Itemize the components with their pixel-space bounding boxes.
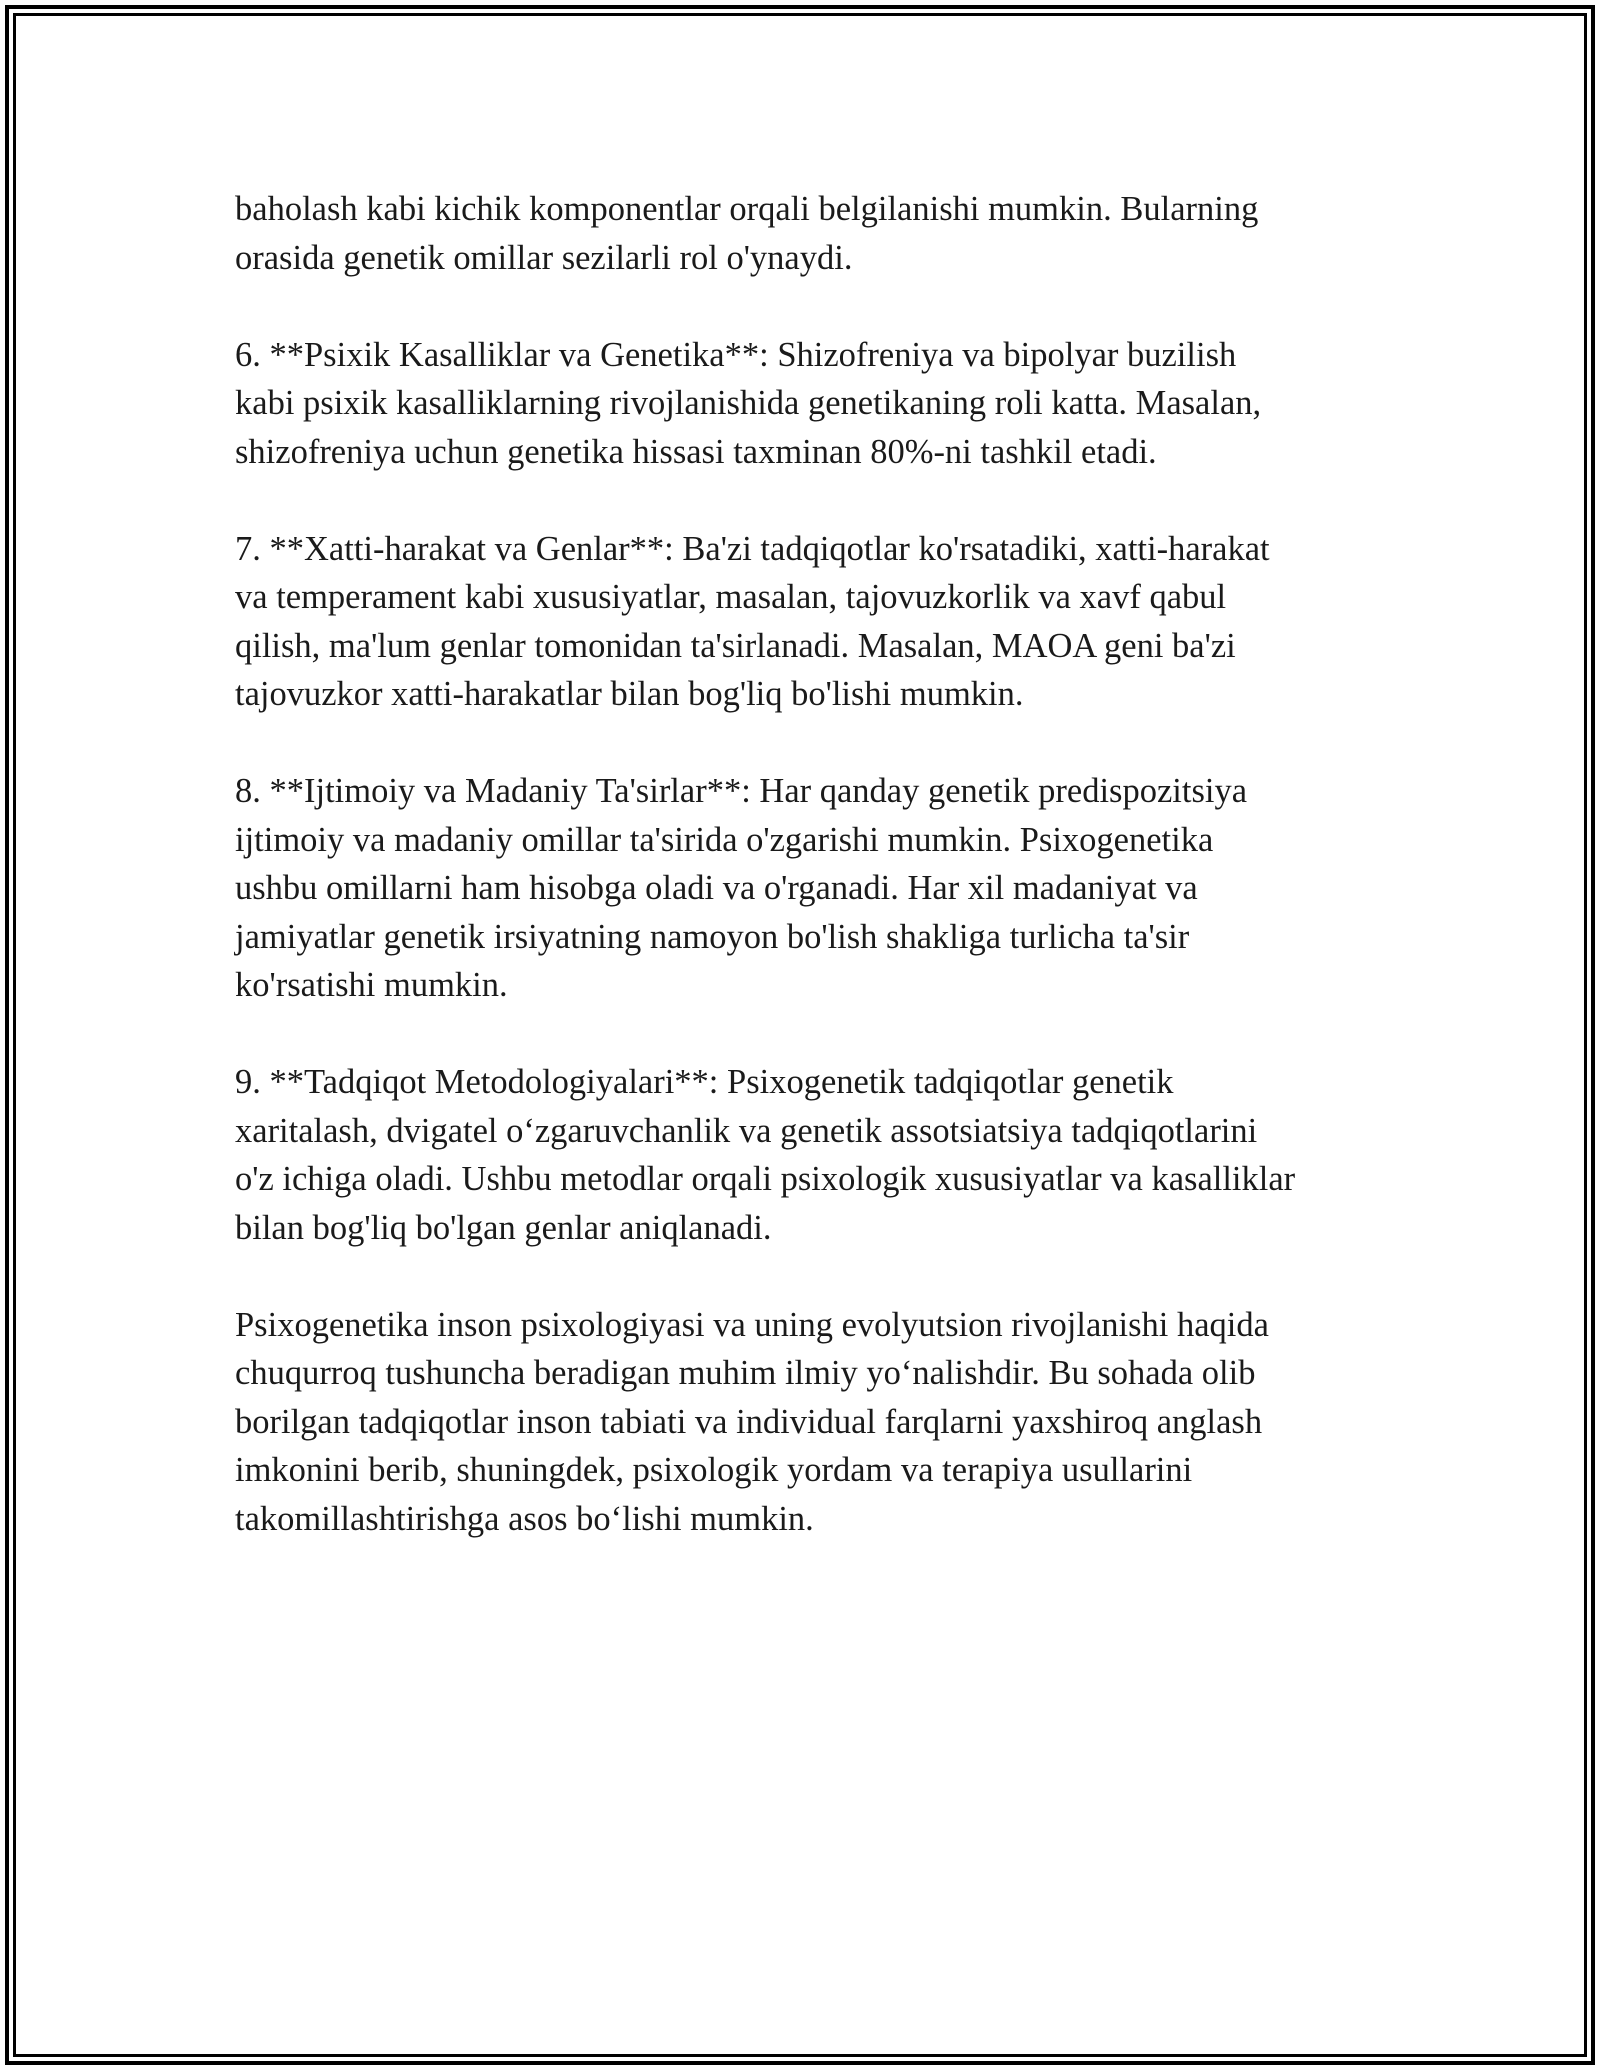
paragraph-item-7: 7. **Xatti-harakat va Genlar**: Ba'zi tadqiqotlar ko'rsatadiki, xatti-harakat va temperament kabi xususiyatlar, masalan, tajovuzkorlik va xavf qabul qilish, ma'lum genlar tomonidan ta'sirlanadi. Masalan, MAOA geni ba'zi tajovuzkor xatti-harakatlar bilan bog'liq bo'lishi mumkin. [235,529,1270,713]
paragraph-item-6: 6. **Psixik Kasalliklar va Genetika**: Shizofreniya va bipolyar buzilish kabi psixik kasalliklarning rivojlanishida genetikaning roli katta. Masalan, shizofreniya uchun genetika hissasi taxminan 80%-ni tashkil etadi. [235,335,1262,471]
paragraph-conclusion: Psixogenetika inson psixologiyasi va uning evolyutsion rivojlanishi haqida chuqurroq tushuncha beradigan muhim ilmiy yo‘nalishdir. Bu sohada olib borilgan tadqiqotlar inson tabiati va individual farqlarni yaxshiroq anglash imkonini berib, shuningdek, psixologik yordam va terapiya usullarini takomillashtirishga asos bo‘lishi mumkin. [235,1305,1269,1538]
paragraph-item-9: 9. **Tadqiqot Metodologiyalari**: Psixogenetik tadqiqotlar genetik xaritalash, dvigatel o‘zgaruvchanlik va genetik assotsiatsiya tadqiqotlarini o'z ichiga oladi. Ushbu metodlar orqali psixologik xususiyatlar va kasalliklar bilan bog'liq bo'lgan genlar aniqlanadi. [235,1063,1296,1247]
document-body [235,185,1375,1592]
paragraph-item-8: 8. **Ijtimoiy va Madaniy Ta'sirlar**: Har qanday genetik predispozitsiya ijtimoiy va madaniy omillar ta'sirida o'zgarishi mumkin. Psixogenetika ushbu omillarni ham hisobga oladi va o'rganadi. Har xil madaniyat va jamiyatlar genetik irsiyatning namoyon bo'lish shakliga turlicha ta'sir ko'rsatishi mumkin. [235,772,1248,1004]
paragraph-intro-continuation: baholash kabi kichik komponentlar orqali belgilanishi mumkin. Bularning orasida genetik omillar sezilarli rol o'ynaydi. [235,190,1259,277]
